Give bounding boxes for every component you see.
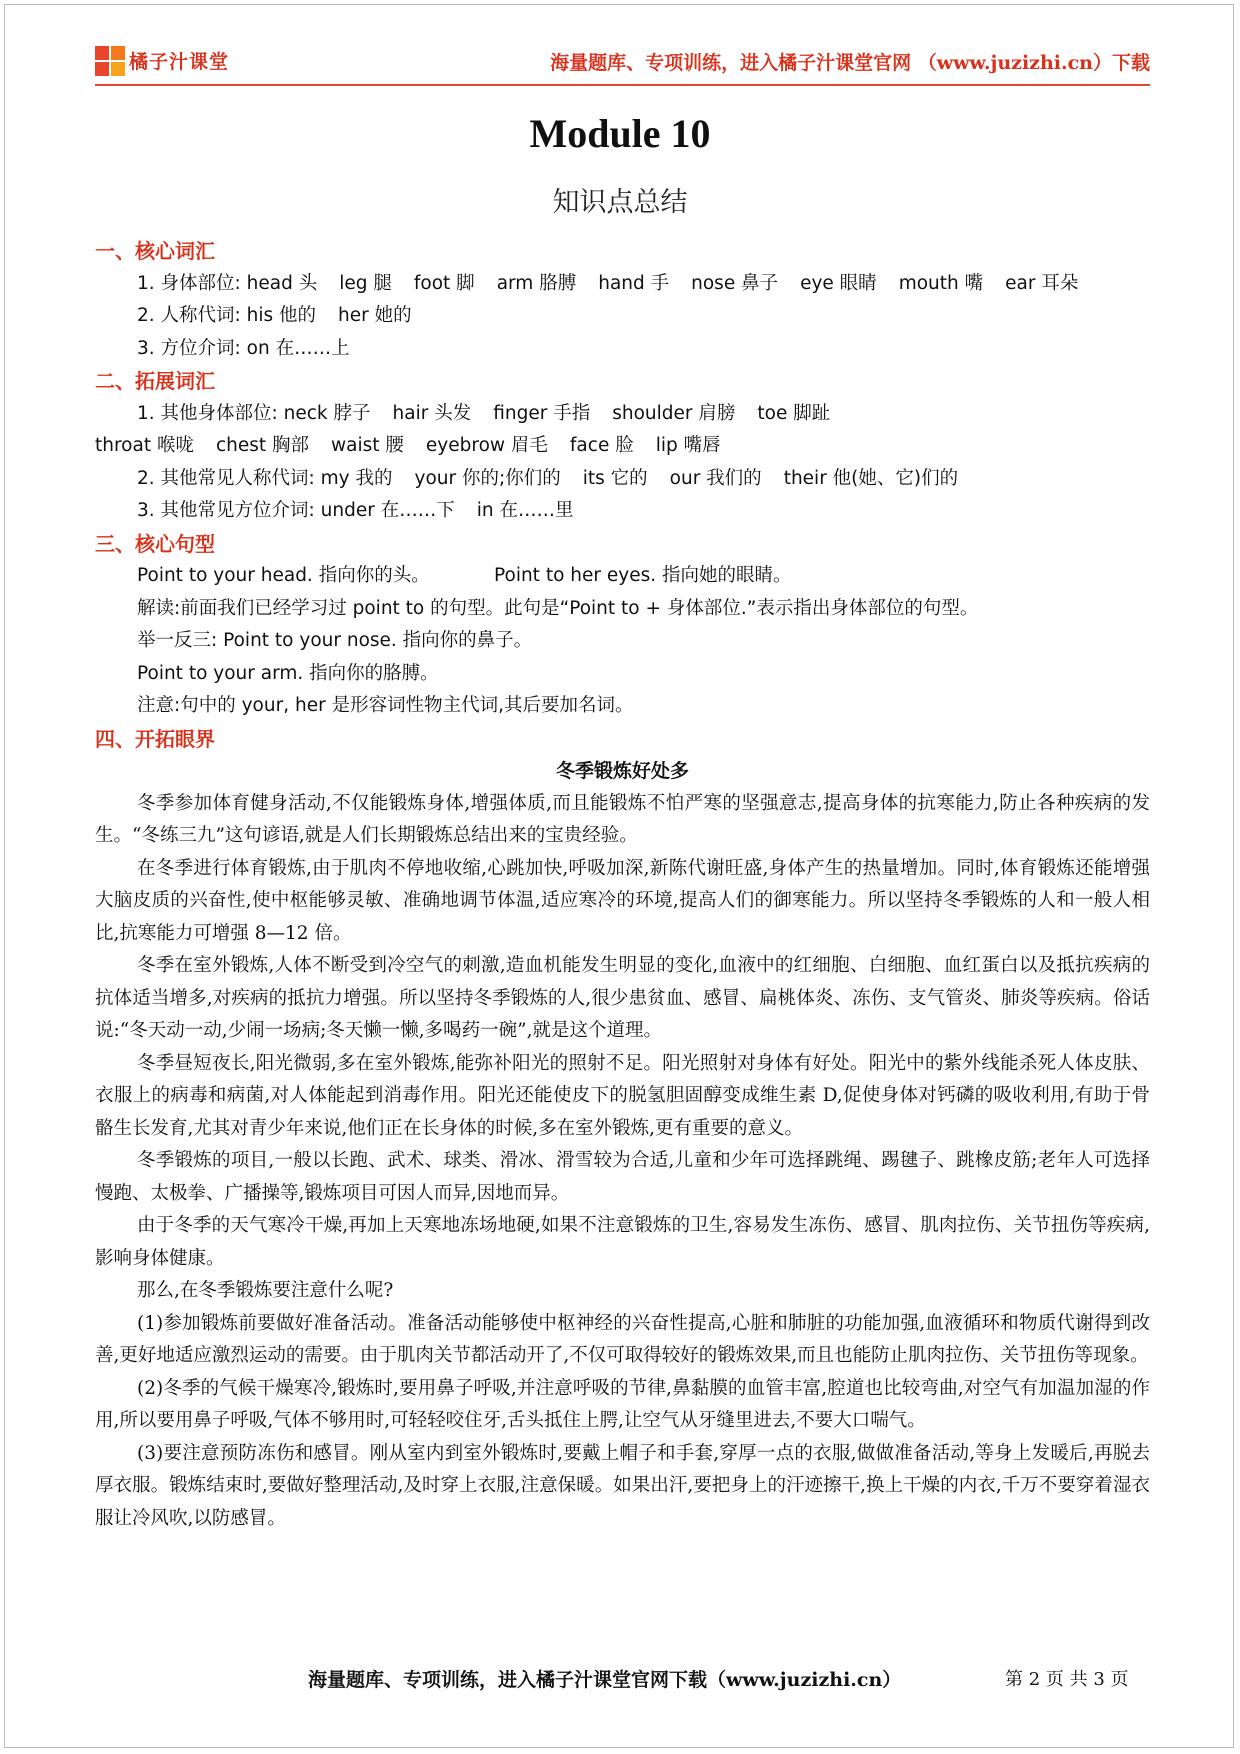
word: hand 手: [598, 272, 670, 294]
document-body: [95, 235, 1150, 1535]
word: ear 耳朵: [1005, 272, 1079, 294]
article-paragraph: 那么,在冬季锻炼要注意什么呢?: [137, 1280, 394, 1301]
word: arm 胳膊: [496, 272, 577, 294]
sentence-line: 解读:前面我们已经学习过 point to 的句型。此句是“Point to + 身体部位.”表示指出身体部位的句型。: [137, 597, 979, 619]
logo-icon: [95, 46, 123, 74]
word: leg 腿: [339, 272, 392, 294]
sentence-line: Point to your arm. 指向你的胳膊。: [137, 662, 439, 684]
article-paragraph: (3)要注意预防冻伤和感冒。刚从室内到室外锻炼时,要戴上帽子和手套,穿厚一点的衣服,做做准备活动,等身上发暖后,再脱去厚衣服。锻炼结束时,要做好整理活动,及时穿上衣服,注意保暖。如果出汗,要把身上的汗迹擦干,换上干燥的内衣,千万不要穿着湿衣服让冷风吹,以防感冒。: [95, 1442, 1150, 1529]
word: waist 腰: [331, 435, 404, 456]
word: chest 胸部: [215, 435, 310, 456]
word: his 他的: [246, 305, 317, 326]
word: your 你的;你们的: [414, 467, 561, 489]
word: lip 嘴唇: [655, 435, 721, 456]
vocab-line: 1. 其他身体部位: neck 脖子 hair 头发 finger 手指 shoulder 肩膀 toe 脚趾: [137, 402, 831, 424]
word: their 他(她、它)们的: [783, 467, 959, 489]
sentence-line: Point to your head. 指向你的头。 Point to her eyes. 指向她的眼睛。: [137, 565, 792, 586]
word: her 她的: [338, 305, 412, 326]
word: finger 手指: [493, 402, 591, 424]
article-paragraph: 冬季在室外锻炼,人体不断受到冷空气的刺激,造血机能发生明显的变化,血液中的红细胞、白细胞、血红蛋白以及抵抗疾病的抗体适当增多,对疾病的抵抗力增强。所以坚持冬季锻炼的人,很少患贫血、感冒、扁桃体炎、冻伤、支气管炎、肺炎等疾病。俗话说:“冬天动一动,少闹一场病;冬天懒一懒,多喝药一碗”,就是这个道理。: [95, 955, 1150, 1041]
word: eyebrow 眉毛: [425, 435, 548, 456]
section-heading-core-vocab: 一、核心词汇: [95, 239, 215, 263]
article-paragraph: (1)参加锻炼前要做好准备活动。准备活动能够使中枢神经的兴奋性提高,心脏和肺脏的功能加强,血液循环和物质代谢得到改善,更好地适应激烈运动的需要。由于肌肉关节都活动开了,不仅可取得较好的锻炼效果,而且也能防止肌肉拉伤、关节扭伤等现象。: [95, 1312, 1150, 1366]
vocab-line: [95, 430, 1150, 463]
word: hair 头发: [392, 402, 472, 424]
vocab-line: 3. 方位介词: on 在……上: [137, 337, 350, 359]
article-paragraph: 由于冬季的天气寒冷干燥,再加上天寒地冻场地硬,如果不注意锻炼的卫生,容易发生冻伤、感冒、肌肉拉伤、关节扭伤等疾病,影响身体健康。: [95, 1215, 1150, 1269]
header-divider: [95, 84, 1150, 86]
article-paragraph: 冬季参加体育健身活动,不仅能锻炼身体,增强体质,而且能锻炼不怕严寒的坚强意志,提高身体的抗寒能力,防止各种疾病的发生。“冬练三九”这句谚语,就是人们长期锻炼总结出来的宝贵经验。: [95, 792, 1150, 846]
word: mouth 嘴: [898, 272, 984, 294]
page-header: [95, 40, 1150, 90]
section-heading-extended-vocab: 二、拓展词汇: [95, 369, 215, 393]
article-paragraph: 冬季锻炼的项目,一般以长跑、武术、球类、滑冰、滑雪较为合适,儿童和少年可选择跳绳、踢毽子、跳橡皮筋;老年人可选择慢跑、太极拳、广播操等,锻炼项目可因人而异,因地而异。: [95, 1150, 1150, 1204]
word: face 脸: [569, 435, 634, 456]
article-paragraph: 冬季昼短夜长,阳光微弱,多在室外锻炼,能弥补阳光的照射不足。阳光照射对身体有好处。阳光中的紫外线能杀死人体皮肤、衣服上的病毒和病菌,对人体能起到消毒作用。阳光还能使皮下的脱氢胆固醇变成维生素 D,促使身体对钙磷的吸收利用,有助于骨骼生长发育,尤其对青少年来说,他们正在长身体的时候,多在室外锻炼,更有重要的意义。: [95, 1052, 1150, 1139]
article-paragraph: (2)冬季的气候干燥寒冷,锻炼时,要用鼻子呼吸,并注意呼吸的节律,鼻黏膜的血管丰富,腔道也比较弯曲,对空气有加温加湿的作用,所以要用鼻子呼吸,气体不够用时,可轻轻咬住牙,舌头抵住上腭,让空气从牙缝里进去,不要大口喘气。: [95, 1377, 1150, 1431]
word: its 它的: [582, 467, 648, 489]
logo: [95, 46, 229, 74]
sentence-line: 举一反三: Point to your nose. 指向你的鼻子。: [137, 630, 533, 651]
page-number: 第 2 页 共 3 页: [1005, 1669, 1129, 1690]
word: head 头: [246, 272, 318, 294]
word: my 我的: [320, 467, 393, 489]
word: eye 眼睛: [800, 272, 877, 294]
section-heading-core-sentences: 三、核心句型: [95, 531, 215, 556]
word: under 在……下: [320, 500, 455, 521]
vocab-line: 2. 人称代词: his 他的 her 她的: [137, 305, 412, 326]
word: our 我们的: [669, 467, 762, 489]
word: in 在……里: [476, 500, 574, 521]
section-heading-broaden-horizons: 四、开拓眼界: [95, 726, 215, 751]
page-subtitle: 知识点总结: [552, 187, 688, 218]
word: shoulder 肩膀: [612, 402, 736, 424]
word: throat 喉咙: [95, 435, 194, 456]
vocab-line: 3. 其他常见方位介词: under 在……下 in 在……里: [137, 500, 574, 521]
vocab-line: 2. 其他常见人称代词: my 我的 your 你的;你们的 its 它的 our 我们的 their 他(她、它)们的: [137, 467, 959, 489]
vocab-line: 1. 身体部位: head 头 leg 腿 foot 脚 arm 胳膊 hand 手 nose 鼻子 eye 眼睛 mouth 嘴 ear 耳朵: [137, 272, 1079, 294]
page-footer: [0, 1665, 1240, 1695]
page-title: Module 10: [529, 111, 711, 156]
article-title: 冬季锻炼好处多: [555, 760, 689, 782]
logo-text: 橘子汁课堂: [129, 50, 230, 73]
word: foot 脚: [413, 272, 475, 294]
footer-slogan: 海量题库、专项训练，进入橘子汁课堂官网下载（www.juzizhi.cn）: [308, 1669, 902, 1691]
sentence-line: 注意:句中的 your, her 是形容词性物主代词,其后要加名词。: [137, 695, 634, 716]
word: nose 鼻子: [691, 272, 779, 294]
header-slogan: 海量题库、专项训练，进入橘子汁课堂官网 （www.juzizhi.cn）下载: [550, 52, 1150, 74]
article-paragraph: 在冬季进行体育锻炼,由于肌肉不停地收缩,心跳加快,呼吸加深,新陈代谢旺盛,身体产生的热量增加。同时,体育锻炼还能增强大脑皮质的兴奋性,使中枢能够灵敏、准确地调节体温,适应寒冷的环境,提高人们的御寒能力。所以坚持冬季锻炼的人和一般人相比,抗寒能力可增强 8—12 倍。: [95, 857, 1150, 944]
word: toe 脚趾: [757, 402, 831, 424]
word: neck 脖子: [283, 402, 371, 424]
